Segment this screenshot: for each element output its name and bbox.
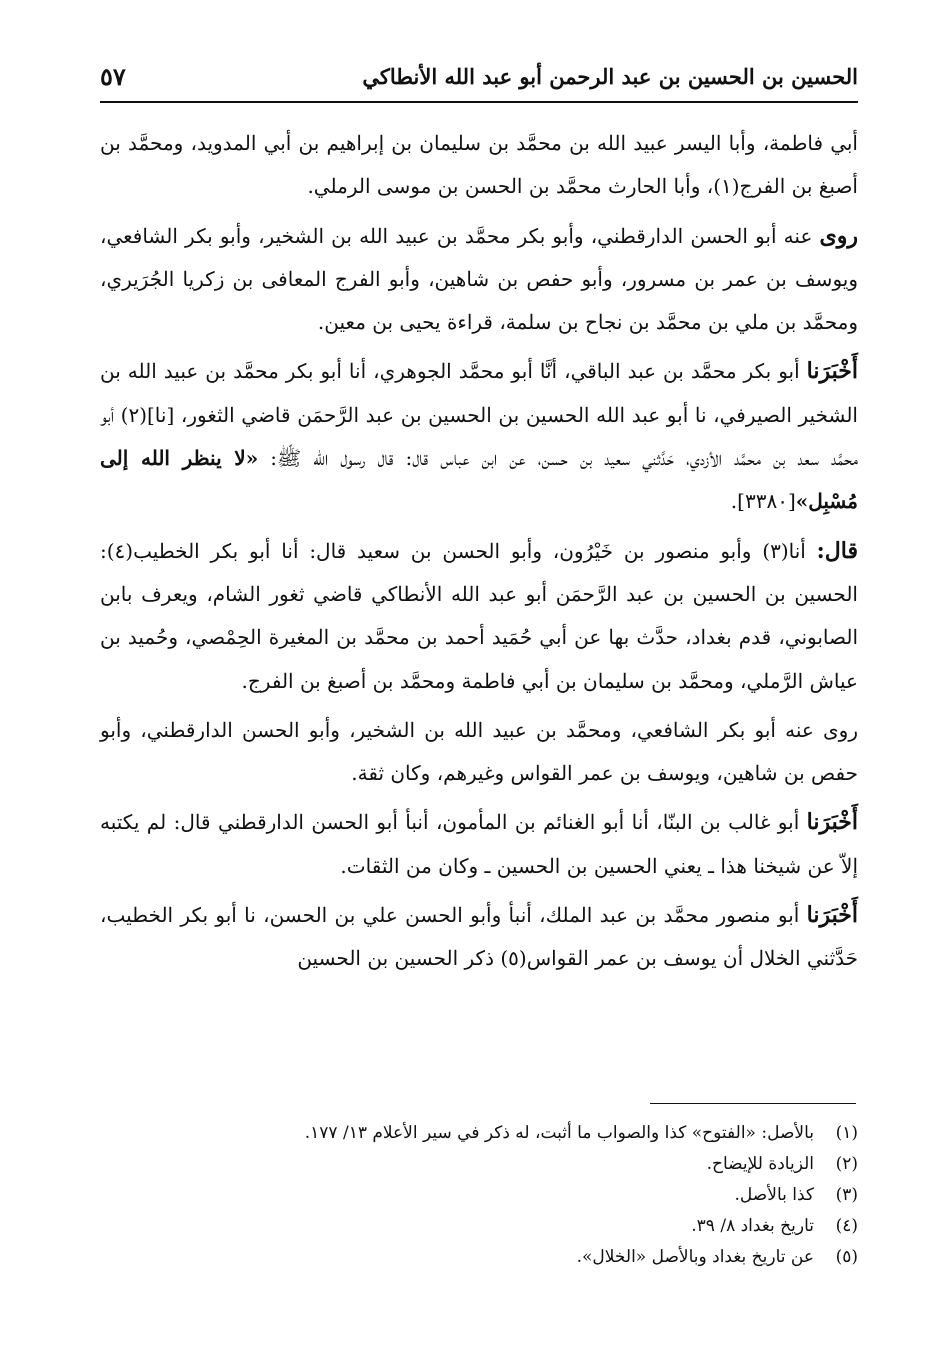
page-header xyxy=(100,58,858,98)
page-number: ٥٧ xyxy=(100,62,126,91)
keyword-akhbarana: أَخْبَرَنا xyxy=(806,902,858,929)
paragraph-4-text: أنا(٣) وأبو منصور بن خَيْرُون، وأبو الحسن بن سعيد قال: أنا أبو بكر الخطيب(٤): الحسين بن الحسين بن عبد الرَّحمَن أبو عبد الله الأنطاكي قاضي ثغور الشام، ويعرف بابن الصابوني، قدم بغداد، حدَّث بها عن أبي حُمَيد أحمد بن محمَّد بن المغيرة الحِمْصي، وحُميد بن عياش الرَّملي، ومحمَّد بن سليمان بن أبي فاطمة ومحمَّد بن أصبغ بن الفرج. xyxy=(100,538,858,693)
paragraph-4 xyxy=(100,530,858,703)
hadith-number: [٣٣٨٠]. xyxy=(730,489,796,514)
paragraph-6 xyxy=(100,801,858,888)
footnote-number: (١) xyxy=(835,1123,858,1143)
main-text xyxy=(100,122,858,987)
paragraph-1-text: أبي فاطمة، وأبا اليسر عبيد الله بن محمَّد بن سليمان بن إبراهيم بن أبي المدويد، ومحمَّد بن أصبغ بن الفرج(١)، وأبا الحارث محمَّد بن الحسن بن موسى الرملي. xyxy=(100,131,858,199)
footnote-text: تاريخ بغداد ٨/ ٣٩. xyxy=(691,1216,814,1236)
footnote-separator xyxy=(650,1103,856,1104)
footnote xyxy=(200,1211,858,1242)
keyword-qala: قال: xyxy=(816,537,858,564)
paragraph-6-text: أبو غالب بن البنّا، أنا أبو الغنائم بن المأمون، أنبأ أبو الحسن الدارقطني قال: لم يكتبه إلاّ عن شيخنا هذا ـ يعني الحسين بن الحسين ـ وكان من الثقات. xyxy=(100,810,858,878)
paragraph-3-text: أبو بكر محمَّد بن عبد الباقي، أنَّا أبو محمَّد الجوهري، أنا أبو بكر محمَّد بن عبيد الله بن الشخير الصيرفي، نا أبو عبد الله الحسين بن الحسين بن عبد الرَّحمَن قاضي الثغور، [نا](٢) أبو محمَّد سعد بن محمَّد الأزدي، حَدَّثني سعيد بن حسن، عن ابن عباس قال: قال رسول الله ﷺ: xyxy=(100,359,858,471)
footnote-number: (٥) xyxy=(835,1247,858,1267)
footnote-text: عن تاريخ بغداد وبالأصل «الخلال». xyxy=(576,1247,814,1267)
keyword-akhbarana: أَخْبَرَنا xyxy=(806,809,858,836)
paragraph-7 xyxy=(100,894,858,981)
paragraph-2 xyxy=(100,215,858,345)
footnote-number: (٤) xyxy=(835,1216,858,1236)
footnote-text: الزيادة للإيضاح. xyxy=(706,1154,814,1174)
footnote xyxy=(200,1180,858,1211)
footnote xyxy=(200,1242,858,1273)
footnote-number: (٣) xyxy=(835,1185,858,1205)
footnote-text: بالأصل: «الفتوح» كذا والصواب ما أثبت، له ذكر في سير الأعلام ١٣/ ١٧٧. xyxy=(304,1123,814,1143)
paragraph-5-text: روى عنه أبو بكر الشافعي، ومحمَّد بن عبيد الله بن الشخير، وأبو الحسن الدارقطني، وأبو حفص بن شاهين، ويوسف بن عمر القواس وغيرهم، وكان ثقة. xyxy=(100,717,858,786)
paragraph-3 xyxy=(100,350,858,523)
footnote xyxy=(200,1149,858,1180)
paragraph-5 xyxy=(100,709,858,796)
footnote-text: كذا بالأصل. xyxy=(734,1185,814,1205)
footnote-number: (٢) xyxy=(835,1154,858,1174)
footnotes xyxy=(200,1118,858,1273)
paragraph-2-text: عنه أبو الحسن الدارقطني، وأبو بكر محمَّد بن عبيد الله بن الشخير، وأبو بكر الشافعي، ويوسف بن عمر بن مسرور، وأبو حفص بن شاهين، وأبو الفرج المعافى بن زكريا الجُرَيري، ومحمَّد بن ملي بن محمَّد بن نجاح بن سلمة، قراءة يحيى بن معين. xyxy=(100,223,858,335)
header-rule xyxy=(100,101,858,103)
hadith-text: «لا ينظر الله إلى مُسْبِل» xyxy=(100,446,858,514)
footnote xyxy=(200,1118,858,1149)
keyword-akhbarana: أَخْبَرَنا xyxy=(806,358,858,385)
keyword-rawa: روى xyxy=(819,222,858,249)
paragraph-7-text: أبو منصور محمَّد بن عبد الملك، أنبأ وأبو الحسن علي بن الحسن، نا أبو بكر الخطيب، حَدَّثني الخلال أن يوسف بن عمر القواس(٥) ذكر الحسين بن الحسين xyxy=(100,903,858,971)
paragraph-1 xyxy=(100,122,858,209)
running-title: الحسين بن الحسين بن عبد الرحمن أبو عبد الله الأنطاكي xyxy=(362,64,858,89)
